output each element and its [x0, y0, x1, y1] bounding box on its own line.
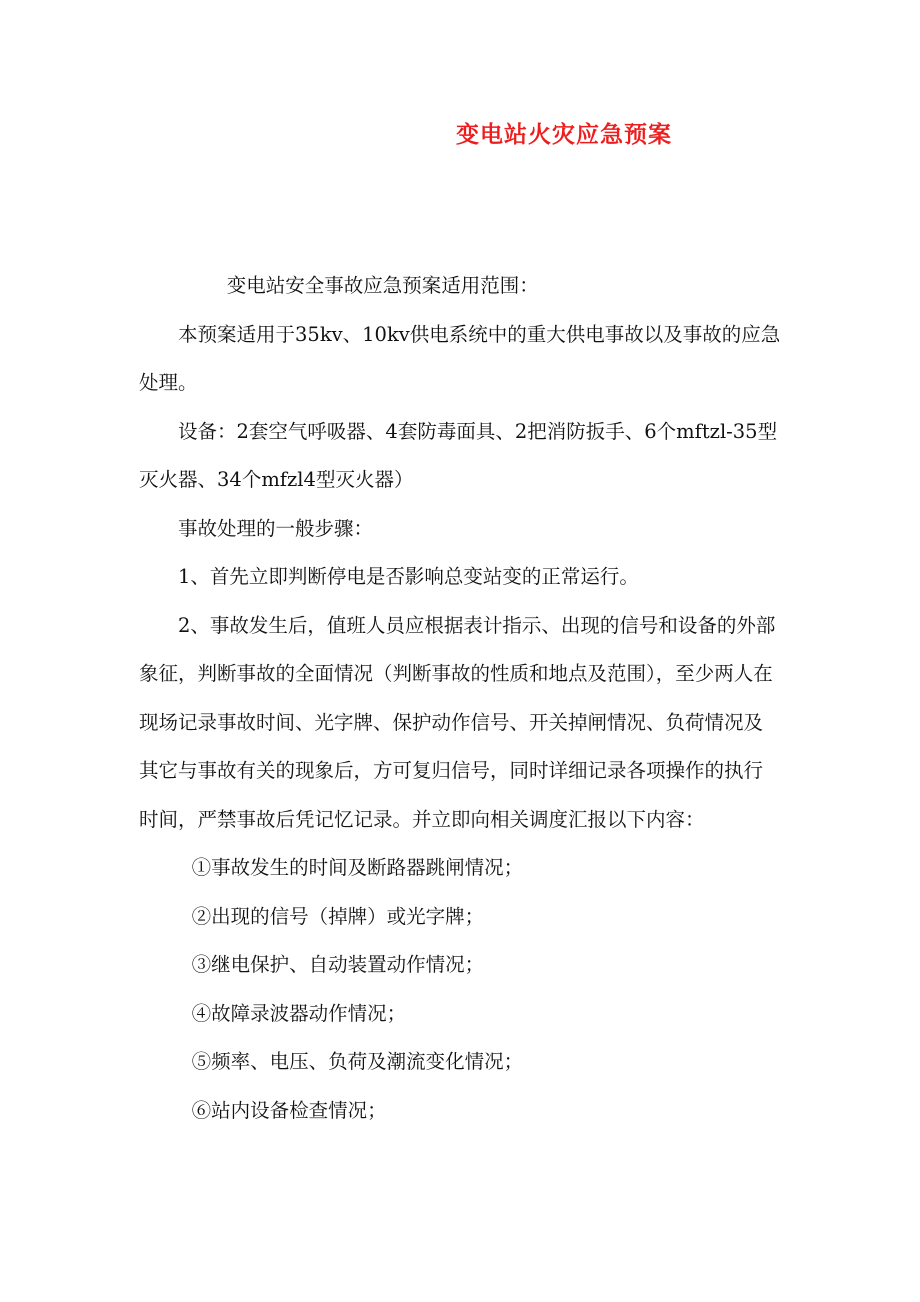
step-1-paragraph: 1、首先立即判断停电是否影响总变站变的正常运行。: [178, 565, 639, 588]
scope-paragraph: 本预案适用于35kv、10kv供电系统中的重大供电事故以及事故的应急处理。: [139, 322, 781, 394]
report-item: ③继电保护、自动装置动作情况；: [191, 953, 485, 976]
report-item: ⑥站内设备检查情况；: [191, 1098, 387, 1122]
report-item: ⑤频率、电压、负荷及潮流变化情况；: [191, 1050, 524, 1073]
report-item: ②出现的信号（掉牌）或光字牌；: [191, 904, 485, 928]
scope-heading: 变电站安全事故应急预案适用范围：: [226, 274, 539, 297]
document-title: 变电站火灾应急预案: [456, 122, 672, 148]
procedure-heading: 事故处理的一般步骤：: [178, 516, 374, 540]
step-2-paragraph: 2、事故发生后，值班人员应根据表计指示、出现的信号和设备的外部象征，判断事故的全面情况（判断事故的性质和地点及范围），至少两人在现场记录事故时间、光字牌、保护动作信号、开关掉闸情况、负荷情况及其它与事故有关的现象后，方可复归信号，同时详细记录各项操作的执行时间，严禁事故后凭记忆记录。并立即向相关调度汇报以下内容：: [139, 613, 776, 831]
equipment-paragraph: 设备：2套空气呼吸器、4套防毒面具、2把消防扳手、6个mftzl-35型灭火器、34个mfzl4型灭火器）: [139, 419, 778, 491]
report-item: ①事故发生的时间及断路器跳闸情况；: [191, 856, 524, 879]
document-body: [139, 262, 781, 1135]
report-item: ④故障录波器动作情况；: [191, 1001, 407, 1025]
